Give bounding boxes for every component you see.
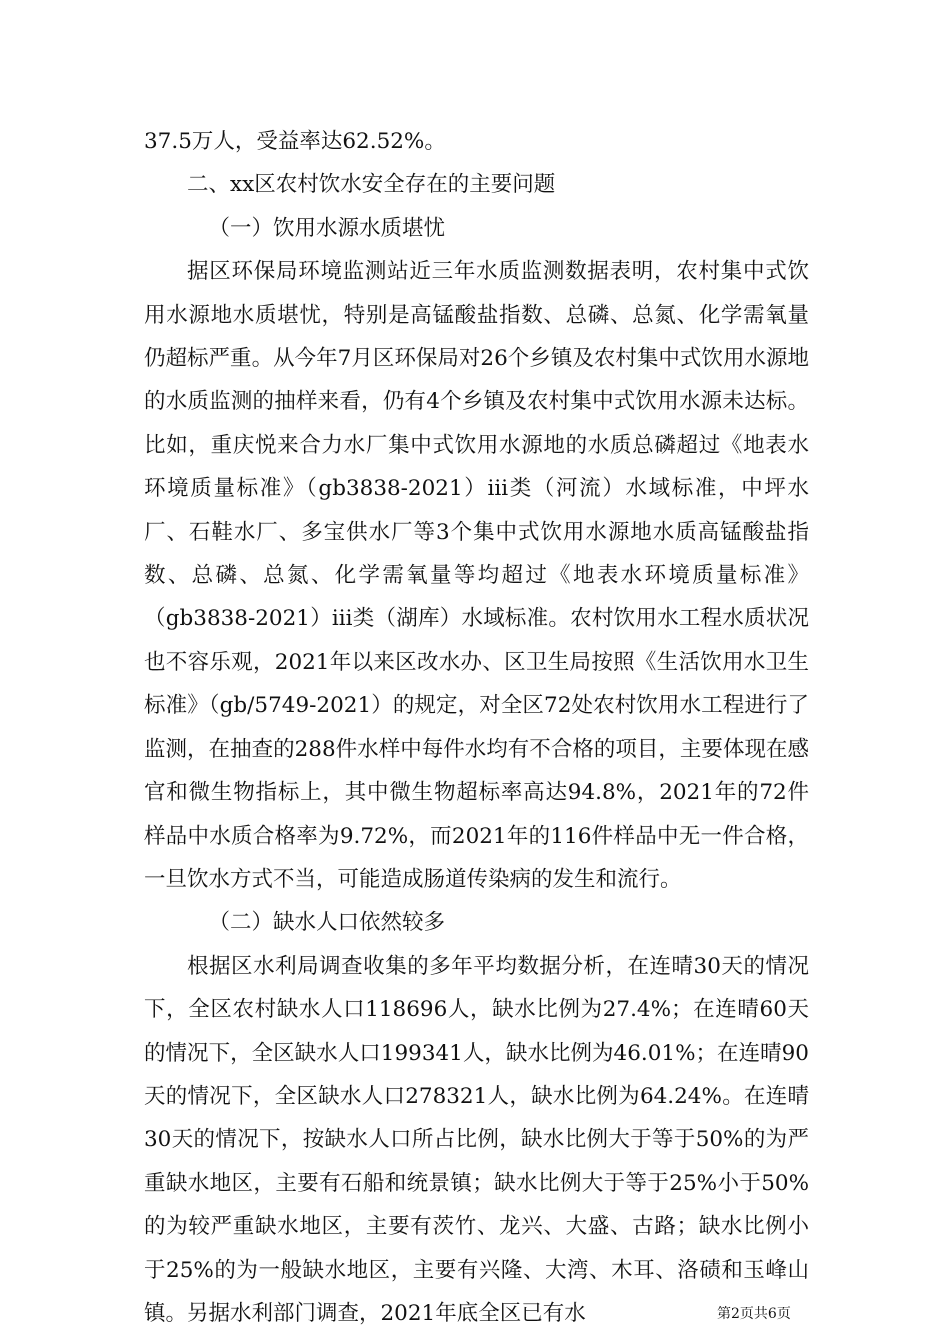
subsection-heading: （二）缺水人口依然较多 <box>208 910 446 936</box>
section-heading: 二、xx区农村饮水安全存在的主要问题 <box>187 172 556 198</box>
document-body <box>144 120 809 1335</box>
subsection-heading: （一）饮用水源水质堪忧 <box>208 215 446 241</box>
paragraph-water-shortage: 根据区水利局调查收集的多年平均数据分析，在连晴30天的情况下，全区农村缺水人口118696人，缺水比例为27.4%；在连晴60天的情况下，全区缺水人口199341人，缺水比例为46.01%；在连晴90天的情况下，全区缺水人口278321人，缺水比例为64.24%。在连晴30天的情况下，按缺水人口所占比例，缺水比例大于等于50%的为严重缺水地区，主要有石船和统景镇；缺水比例大于等于25%小于50%的为较严重缺水地区，主要有茨竹、龙兴、大盛、古路；缺水比例小于25%的为一般缺水地区，主要有兴隆、大湾、木耳、洛碛和玉峰山镇。另据水利部门调查，2021年底全区已有水 <box>144 953 809 1326</box>
paragraph-continued: 37.5万人，受益率达62.52%。 <box>144 129 446 154</box>
paragraph-water-quality: 据区环保局环境监测站近三年水质监测数据表明，农村集中式饮用水源地水质堪忧，特别是高锰酸盐指数、总磷、总氮、化学需氧量仍超标严重。从今年7月区环保局对26个乡镇及农村集中式饮用水源地的水质监测的抽样来看，仍有4个乡镇及农村集中式饮用水源未达标。比如，重庆悦来合力水厂集中式饮用水源地的水质总磷超过《地表水环境质量标准》（gb3838-2021）iii类（河流）水域标准，中坪水厂、石鞋水厂、多宝供水厂等3个集中式饮用水源地水质高锰酸盐指数、总磷、总氮、化学需氧量等均超过《地表水环境质量标准》（gb3838-2021）iii类（湖库）水域标准。农村饮用水工程水质状况也不容乐观，2021年以来区改水办、区卫生局按照《生活饮用水卫生标准》（gb/5749-2021）的规定，对全区72处农村饮用水工程进行了监测，在抽查的288件水样中每件水均有不合格的项目，主要体现在感官和微生物指标上，其中微生物超标率高达94.8%，2021年的72件样品中水质合格率为9.72%，而2021年的116件样品中无一件合格，一旦饮水方式不当，可能造成肠道传染病的发生和流行。 <box>144 259 809 892</box>
page-number: 第2页共6页 <box>717 1306 791 1322</box>
